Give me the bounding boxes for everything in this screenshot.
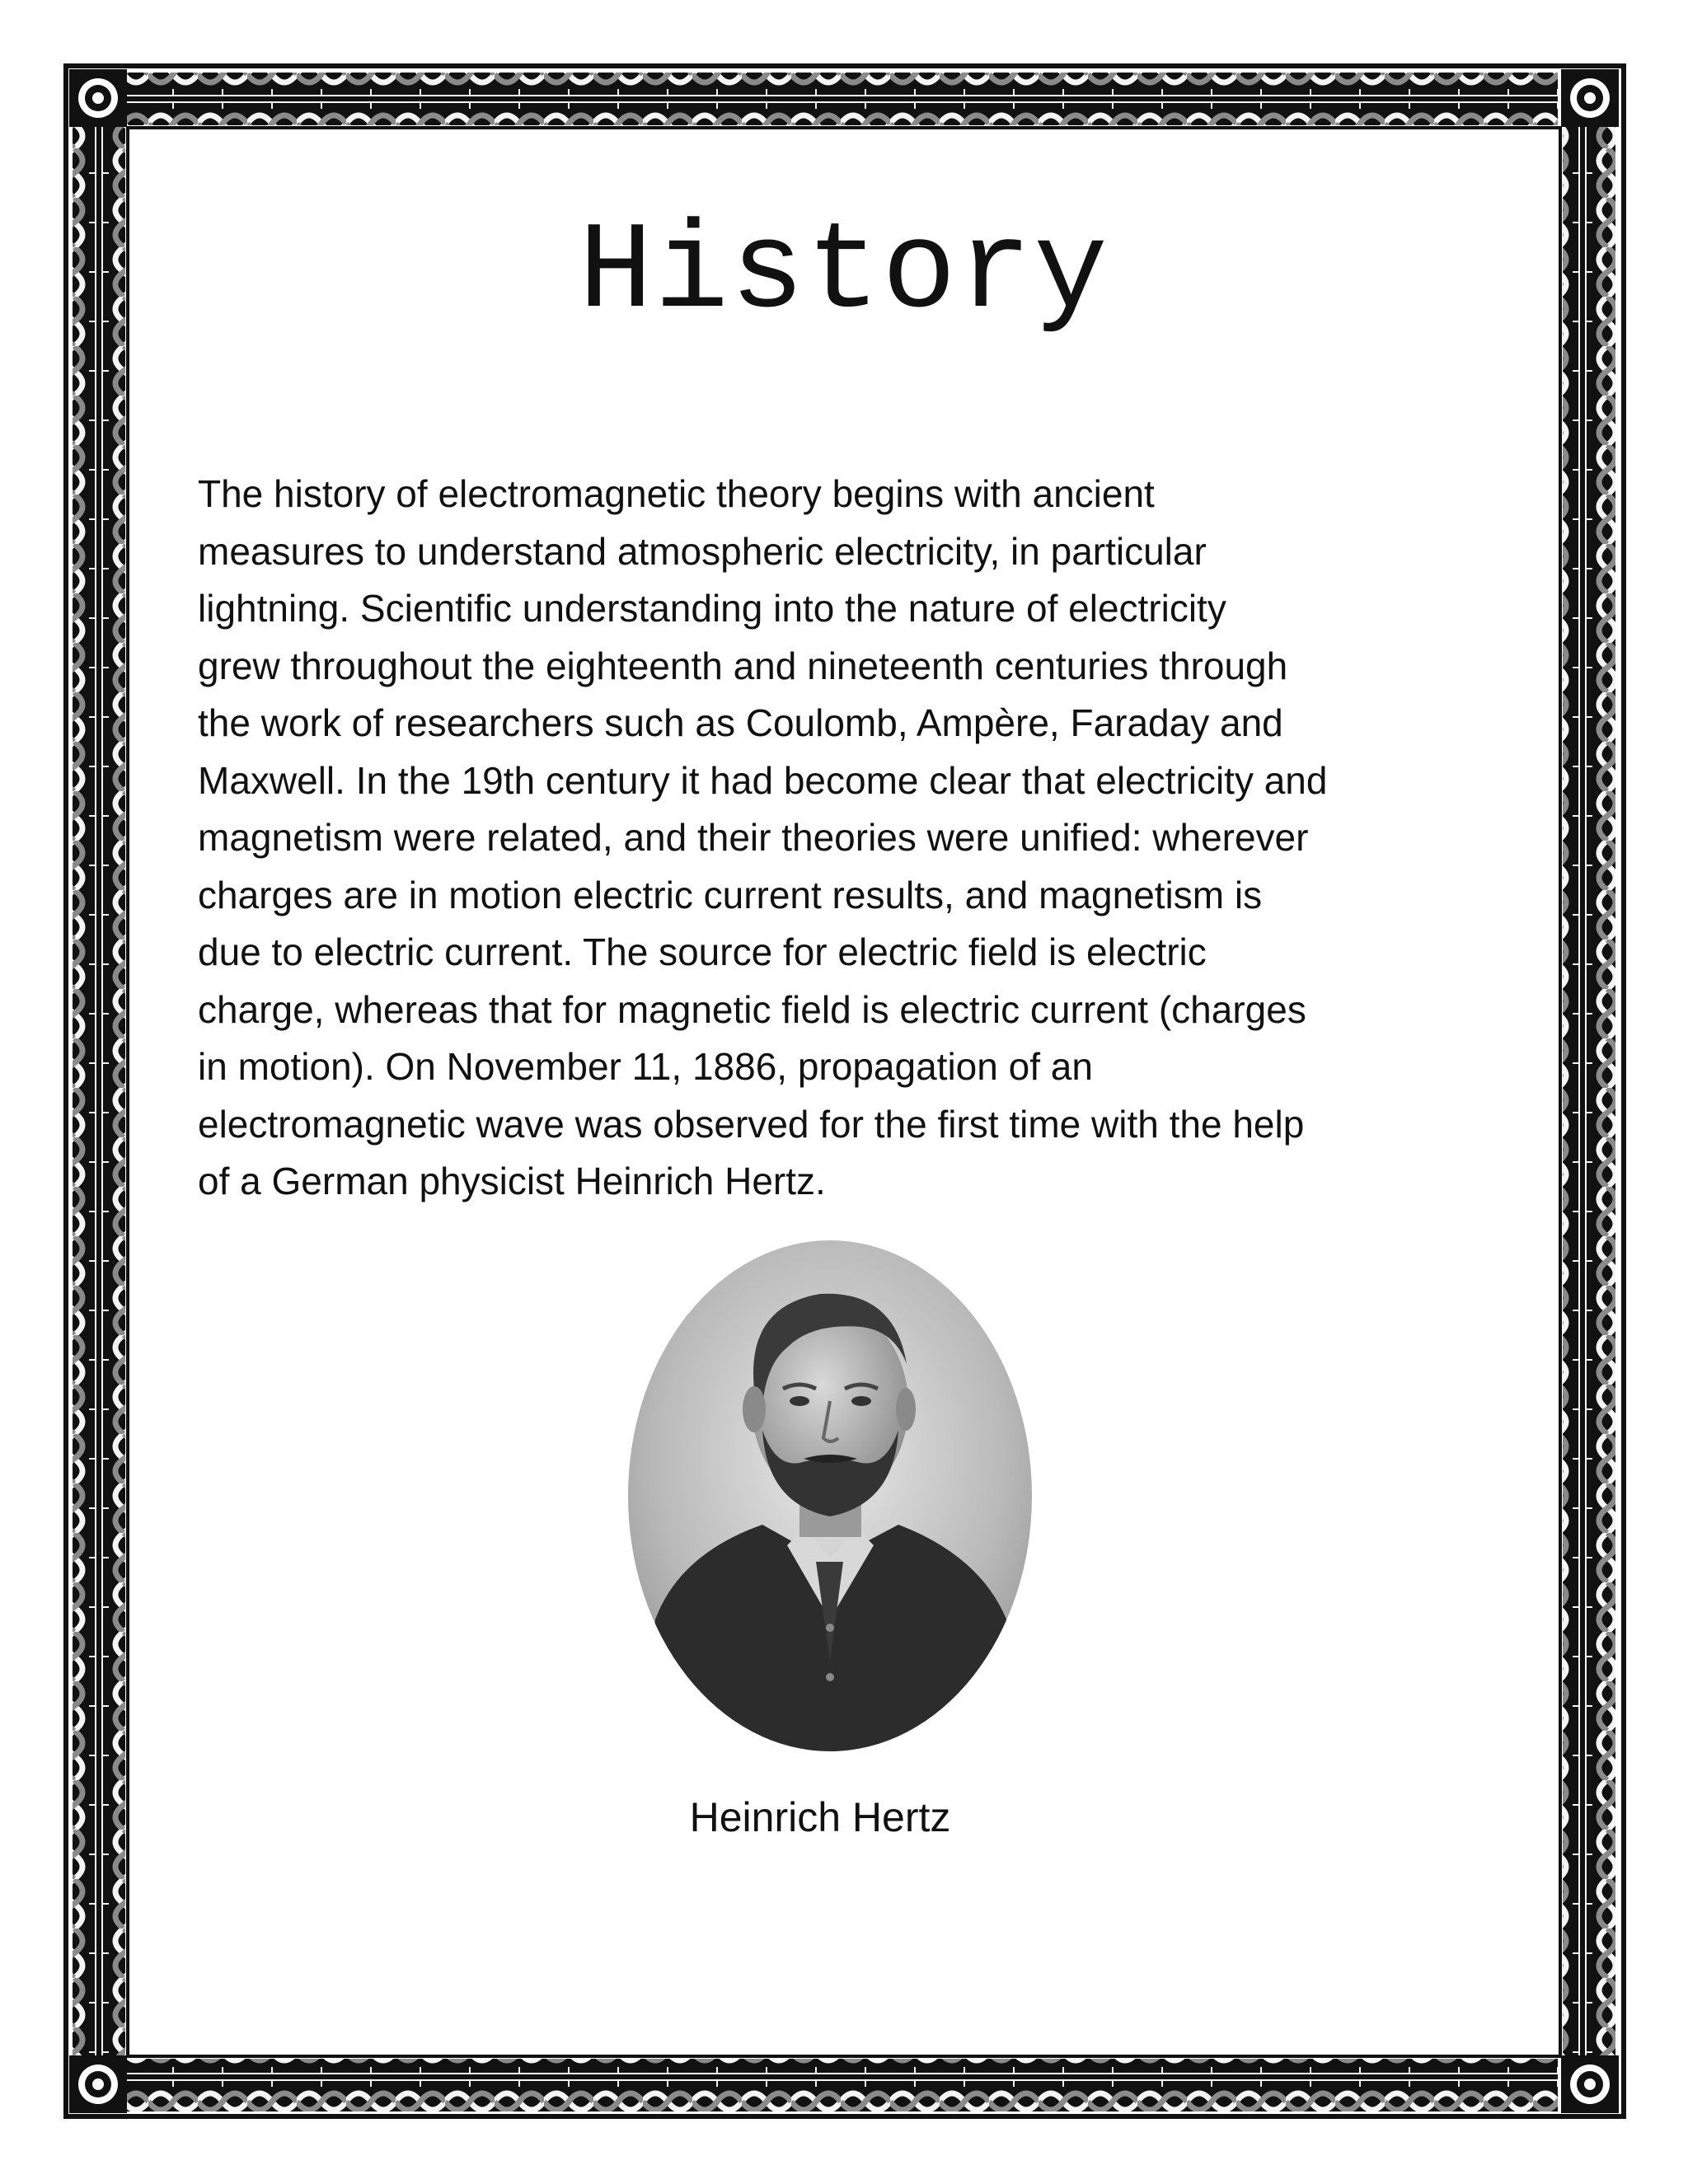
paragraph-line: The history of electromagnetic theory begins with ancient bbox=[198, 472, 1155, 515]
paragraph-line: in motion). On November 11, 1886, propagation of an bbox=[198, 1045, 1093, 1088]
border-left bbox=[73, 125, 125, 2059]
border-top bbox=[124, 73, 1558, 125]
portrait-caption: Heinrich Hertz bbox=[689, 1794, 951, 1840]
history-paragraph bbox=[198, 466, 1500, 1211]
paragraph-line: due to electric current. The source for electric field is electric bbox=[198, 930, 1207, 973]
paragraph-line: charge, whereas that for magnetic field is electric current (charges bbox=[198, 987, 1306, 1031]
corner-ornament-top-left bbox=[69, 69, 127, 127]
corner-ornament-bottom-left bbox=[69, 2055, 127, 2113]
paragraph-line: electromagnetic wave was observed for the first time with the help bbox=[198, 1102, 1305, 1146]
border-bottom bbox=[124, 2059, 1558, 2111]
paragraph-line: Maxwell. In the 19th century it had become clear that electricity and bbox=[198, 758, 1328, 802]
paragraph-line: of a German physicist Heinrich Hertz. bbox=[198, 1160, 826, 1202]
corner-ornament-top-right bbox=[1561, 69, 1619, 127]
paragraph-line: charges are in motion electric current results, and magnetism is bbox=[198, 873, 1263, 916]
paragraph-line: measures to understand atmospheric electricity, in particular bbox=[198, 529, 1207, 573]
paragraph-line: grew throughout the eighteenth and nineteenth centuries through bbox=[198, 644, 1288, 687]
border-right bbox=[1563, 125, 1615, 2059]
paragraph-line: magnetism were related, and their theories were unified: wherever bbox=[198, 816, 1309, 859]
page-title: History bbox=[578, 204, 1110, 344]
paragraph-line: the work of researchers such as Coulomb, Ampère, Faraday and bbox=[198, 701, 1283, 744]
corner-ornament-bottom-right bbox=[1561, 2055, 1619, 2113]
paragraph-line: lightning. Scientific understanding into the nature of electricity bbox=[198, 587, 1226, 630]
heinrich-hertz-portrait bbox=[622, 1232, 1039, 1760]
